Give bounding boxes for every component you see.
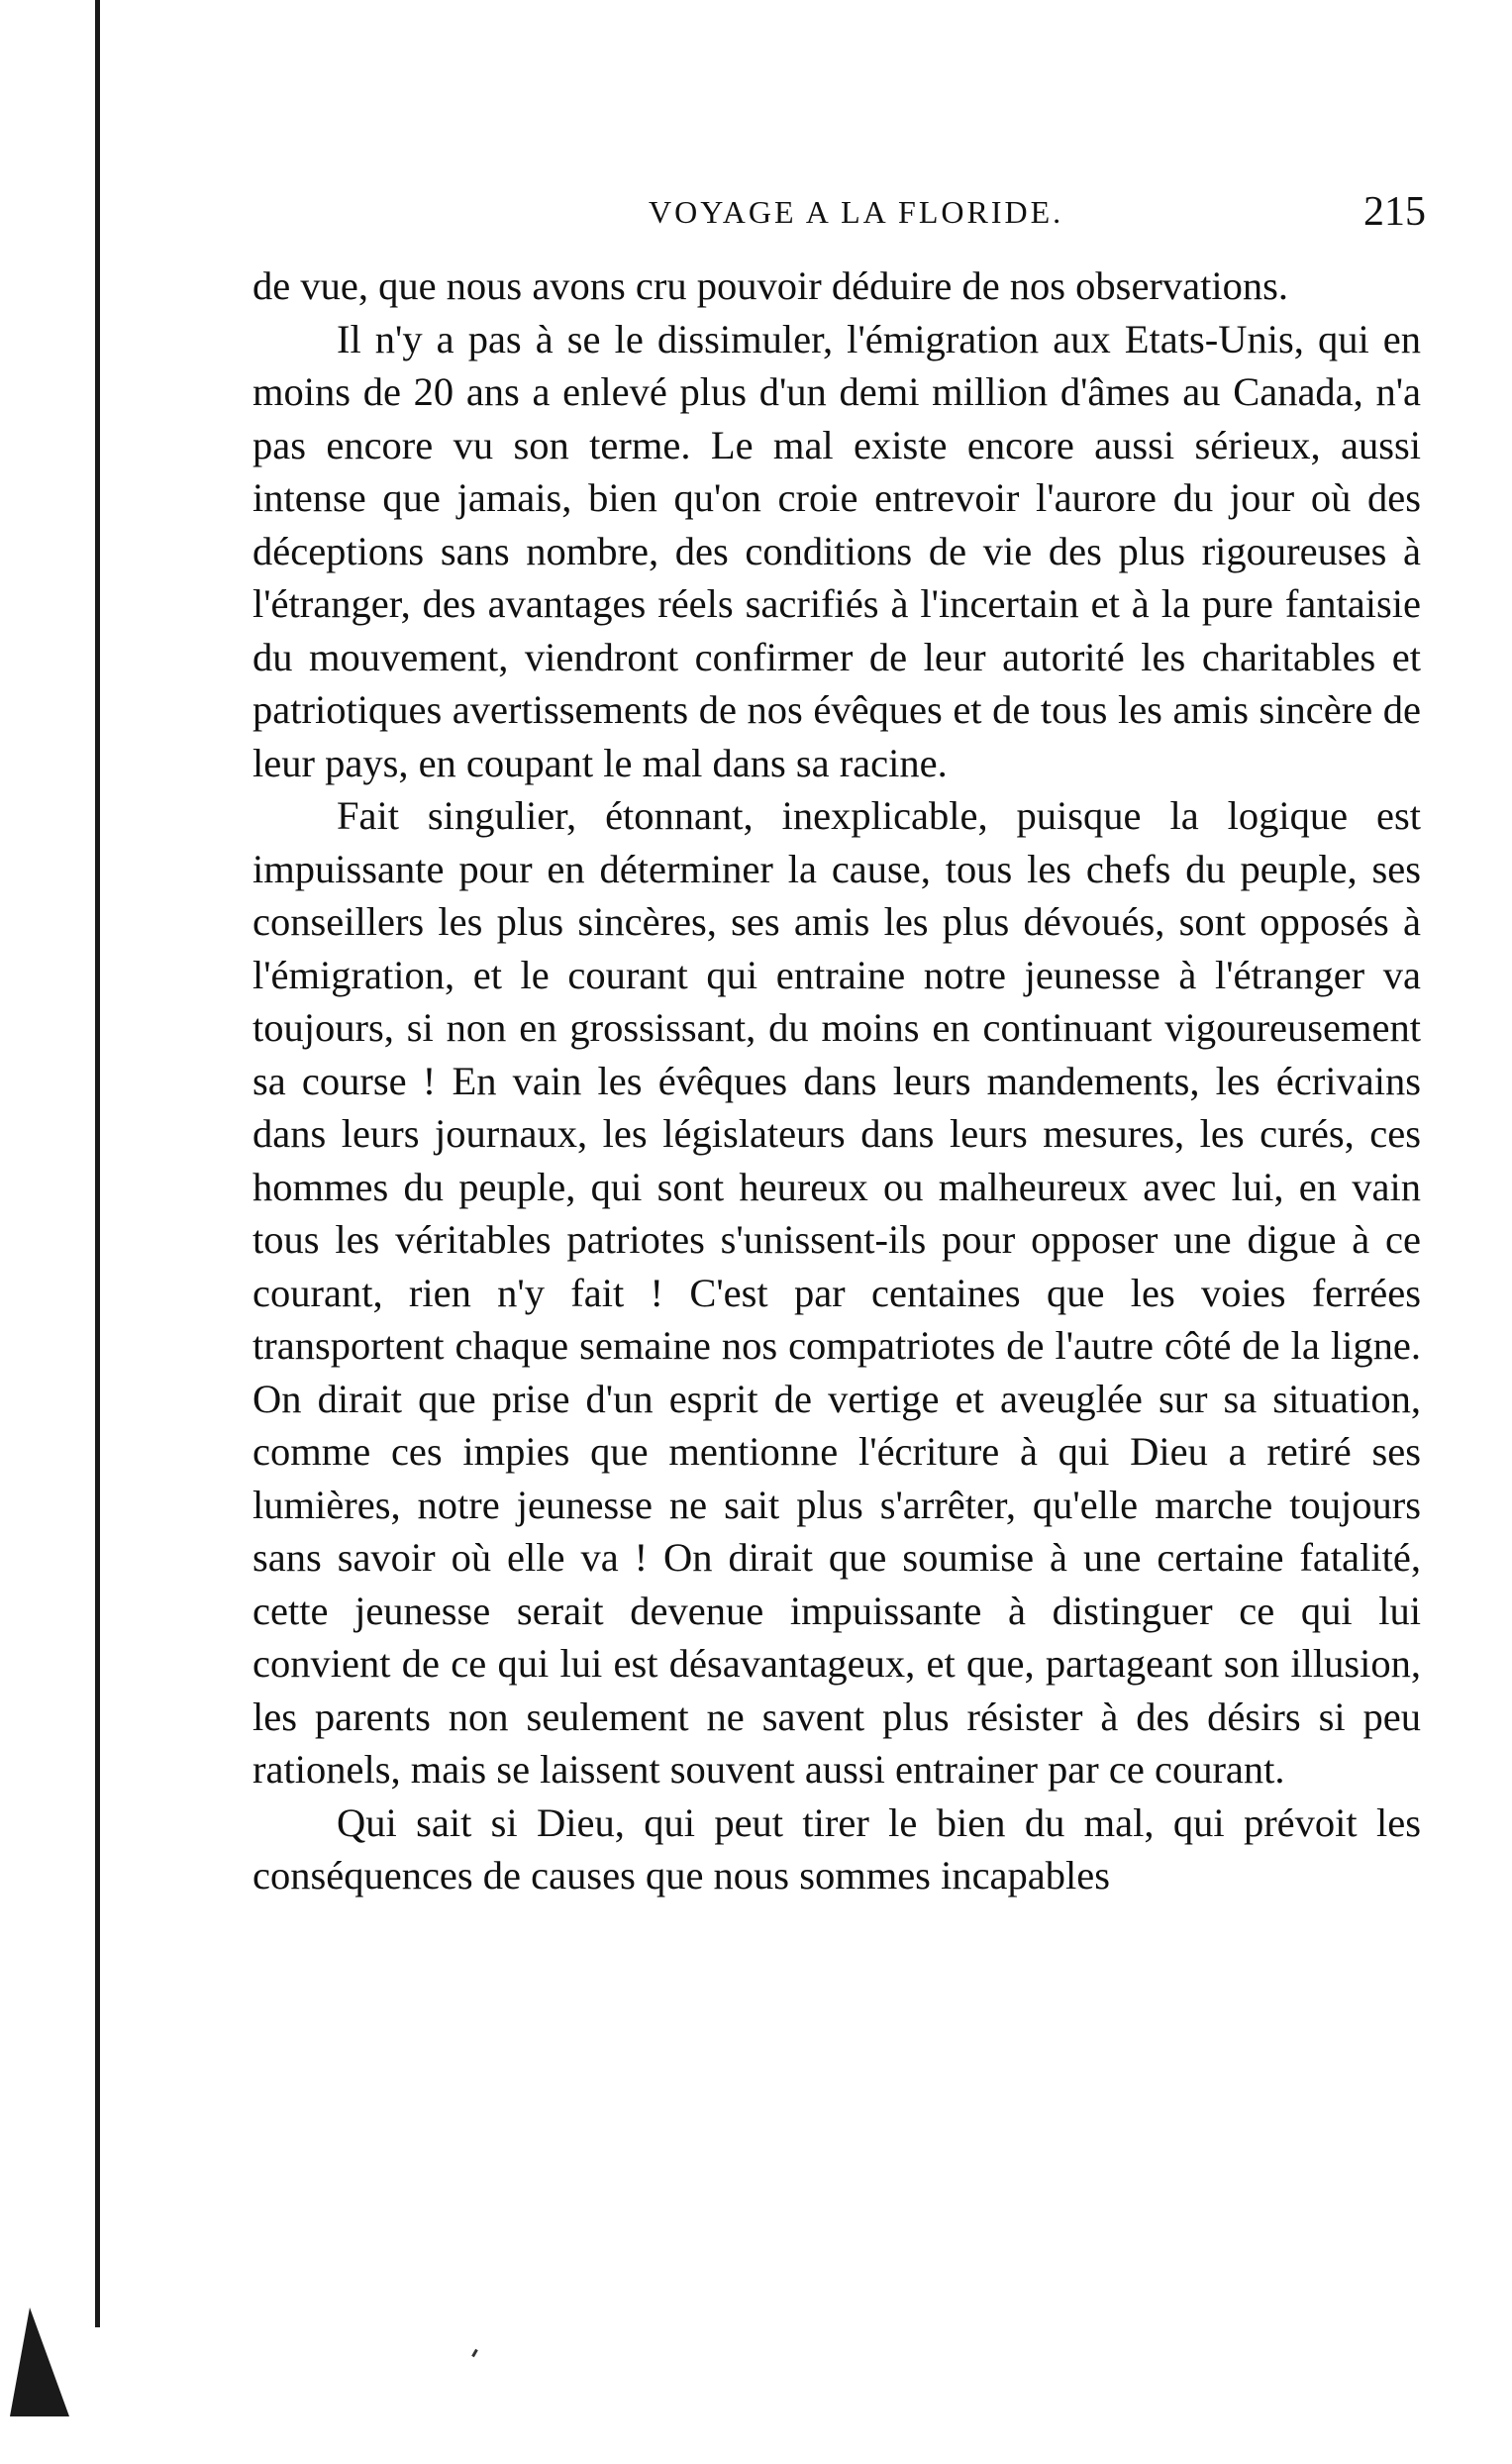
binding-corner: [10, 2308, 69, 2416]
ink-speck: [471, 2349, 478, 2357]
body-text: [252, 259, 1421, 1902]
paragraph-qui-sait: Qui sait si Dieu, qui peut tirer le bien du mal, qui prévoit les conséquences de causes que nous sommes incapables: [252, 1799, 1421, 1898]
binding-edge: [95, 0, 100, 2327]
paragraph-fait-singulier: Fait singulier, étonnant, inexplicable, puisque la logique est impuissante pour en déterminer la cause, tous les chefs du peuple, ses conseillers les plus sincères, ses amis les plus dévoués, sont opposés à l'émigration, et le courant qui entraine notre jeunesse à l'étranger va toujours, si non en grossissant, du moins en continuant vigoureusement sa course ! En vain les évêques dans leurs mandements, les écrivains dans leurs journaux, les législateurs dans leurs mesures, les curés, ces hommes du peuple, qui sont heureux ou malheureux avec lui, en vain tous les véritables patriotes s'unissent-ils pour opposer une digue à ce courant, rien n'y fait ! C'est par centaines que les voies ferrées transportent chaque semaine nos compatriotes de l'autre côté de la ligne. On dirait que prise d'un esprit de vertige et aveuglée sur sa situation, comme ces impies que mentionne l'écriture à qui Dieu a retiré ses lumières, notre jeunesse ne sait plus s'arrêter, qu'elle marche toujours sans savoir où elle va ! On dirait que soumise à une certaine fatalité, cette jeunesse serait devenue impuissante à distinguer ce qui lui convient de ce qui lui est désavantageux, et que, partageant son illusion, les parents non seulement ne savent plus résister à des désirs si peu rationels, mais se laissent souvent aussi entrainer par ce courant.: [252, 793, 1421, 1792]
paragraph-emigration: Il n'y a pas à se le dissimuler, l'émigration aux Etats-Unis, qui en moins de 20 ans a enlevé plus d'un demi million d'âmes au Canada, n'a pas encore vu son terme. Le mal existe encore aussi sérieux, aussi intense que jamais, bien qu'on croie entrevoir l'aurore du jour où des déceptions sans nombre, des conditions de vie des plus rigoureuses à l'étranger, des avantages réels sacrifiés à l'incertain et à la pure fantaisie du mouvement, viendront confirmer de leur autorité les charitables et patriotiques avertissements de nos évêques et de tous les amis sincère de leur pays, en coupant le mal dans sa racine.: [252, 316, 1421, 785]
paragraph-continuation: de vue, que nous avons cru pouvoir déduire de nos observations.: [252, 263, 1289, 308]
running-head: VOYAGE A LA FLORIDE.: [649, 194, 1064, 230]
page-header: [252, 188, 1426, 248]
page-number: 215: [1363, 189, 1426, 235]
